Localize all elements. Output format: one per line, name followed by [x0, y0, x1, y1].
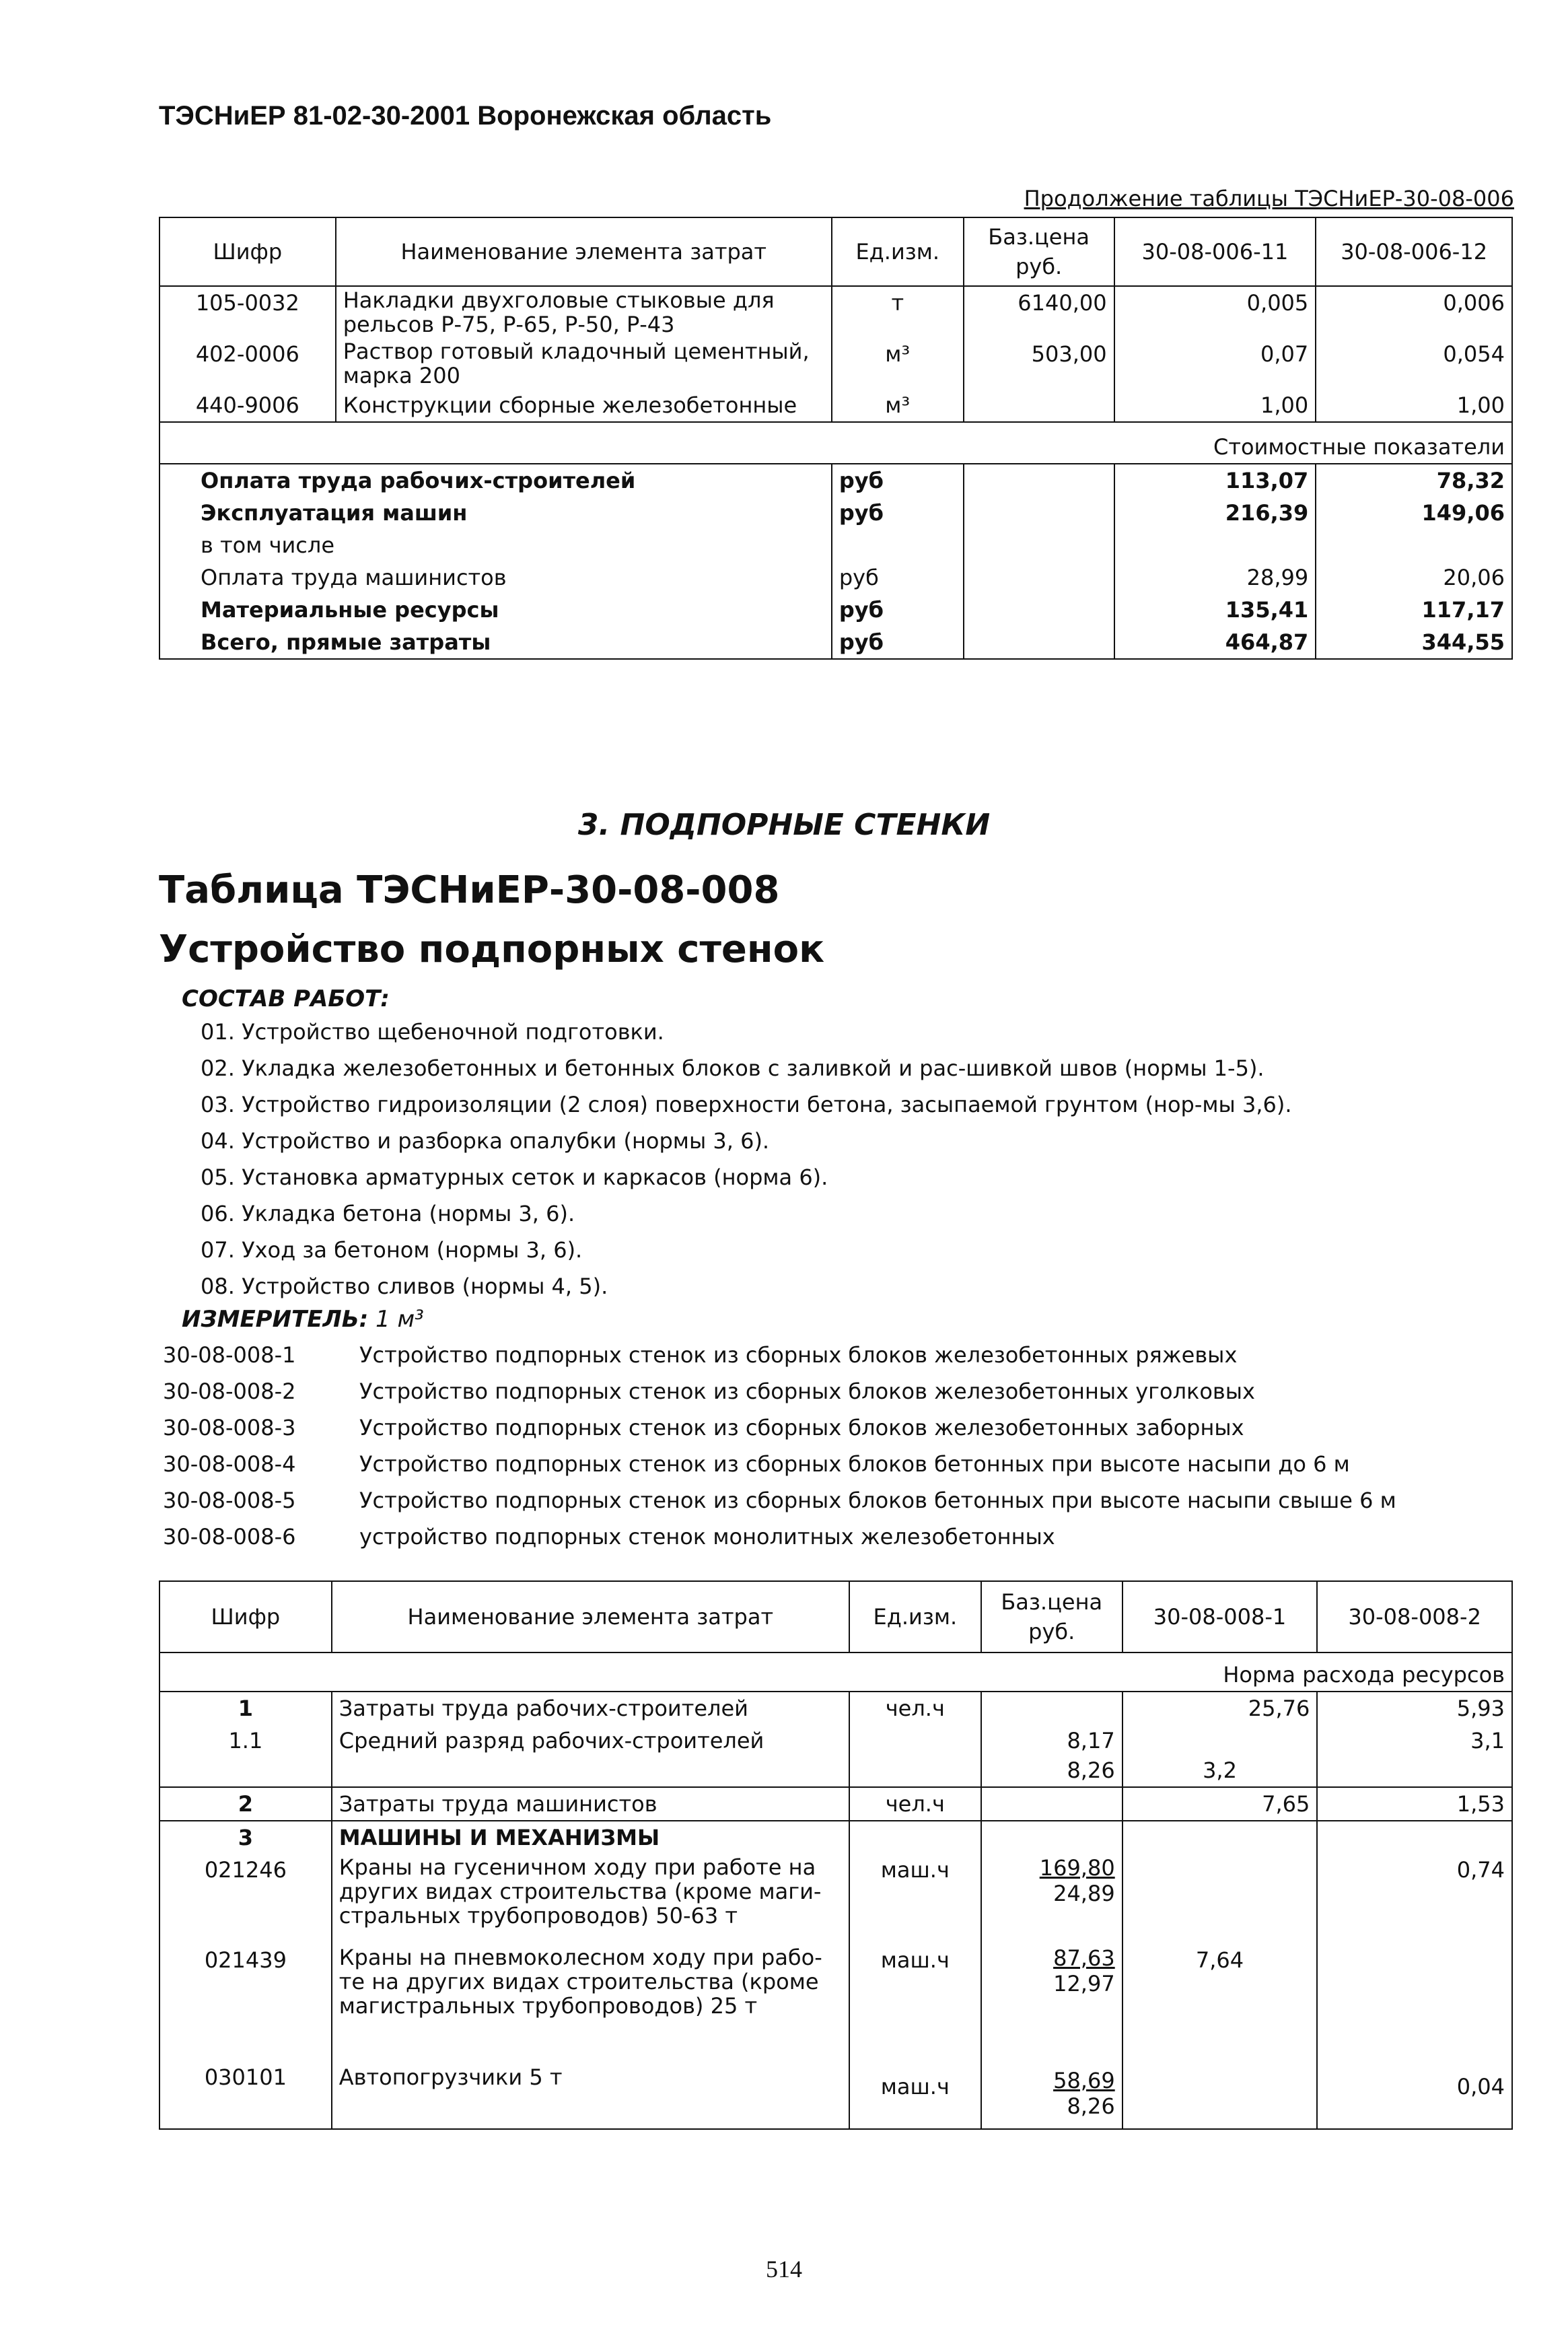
- row-norm-1: 25,76: [1122, 1692, 1318, 1725]
- row-norm-11: 0,005: [1114, 286, 1316, 338]
- row-name: Краны на пневмоколесном ходу при рабо-те на других видах строительства (кроме магистральных трубопроводов) 25 т: [332, 1944, 849, 2061]
- norm-code: 30-08-008-5: [163, 1488, 296, 1513]
- row-norm-1: 7,65: [1122, 1787, 1318, 1821]
- row-norm-2: 5,93: [1317, 1692, 1512, 1725]
- cost-value-12: 149,06: [1316, 497, 1512, 529]
- row-unit: [849, 1725, 981, 1787]
- row-code: 021439: [204, 1947, 287, 1973]
- row-unit: м³: [832, 389, 964, 422]
- work-item: 04. Устройство и разборка опалубки (нормы 3, 6).: [201, 1128, 770, 1154]
- cost-value-11: [1114, 529, 1316, 561]
- row-norm-2: 3,1: [1317, 1725, 1512, 1787]
- row-norm-2: [1317, 1944, 1512, 2061]
- cost-row: [159, 497, 1512, 529]
- norm-description: Устройство подпорных стенок из сборных блоков железобетонных заборных: [359, 1415, 1244, 1440]
- work-item: 07. Уход за бетоном (нормы 3, 6).: [201, 1237, 583, 1263]
- table-row: [159, 389, 1512, 422]
- table-title: Таблица ТЭСНиЕР-30-08-008: [159, 868, 780, 912]
- row-norm-12: 0,006: [1316, 286, 1512, 338]
- col-header-name: Наименование элемента затрат: [336, 217, 832, 286]
- table-subtitle: Устройство подпорных стенок: [159, 928, 825, 971]
- price-value-a: 58,69: [1053, 2068, 1115, 2093]
- cost-unit: руб: [832, 464, 964, 497]
- cost-name: Оплата труда машинистов: [201, 565, 507, 590]
- row-name: МАШИНЫ И МЕХАНИЗМЫ: [332, 1821, 849, 1854]
- table-row: [159, 1821, 1512, 1854]
- row-norm-12: 0,054: [1316, 338, 1512, 389]
- row-unit: маш.ч: [849, 1854, 981, 1944]
- cost-value-11: 464,87: [1114, 626, 1316, 659]
- row-price: [981, 2061, 1122, 2129]
- row-code: 440-9006: [195, 392, 299, 418]
- norm-code-row: [163, 1488, 1396, 1513]
- cost-unit: руб: [832, 626, 964, 659]
- section-title: 3. ПОДПОРНЫЕ СТЕНКИ: [577, 808, 991, 842]
- table-row: [159, 1725, 1512, 1787]
- norm-consumption-header: Норма расхода ресурсов: [1223, 1662, 1505, 1688]
- row-unit: чел.ч: [849, 1787, 981, 1821]
- norm-code: 30-08-008-4: [163, 1451, 296, 1477]
- cost-price: [964, 561, 1114, 594]
- col-header-unit: Ед.изм.: [849, 1581, 981, 1652]
- row-norm-1: [1122, 1854, 1318, 1944]
- row-code: 3: [238, 1825, 254, 1850]
- norm-description: Устройство подпорных стенок из сборных блоков бетонных при высоте насыпи свыше 6 м: [359, 1488, 1396, 1513]
- table-header-row: [159, 217, 1512, 286]
- row-unit: [849, 1821, 981, 1854]
- price-value-a: 8,17: [1067, 1728, 1115, 1753]
- row-name: Автопогрузчики 5 т: [332, 2061, 849, 2129]
- cost-row: [159, 529, 1512, 561]
- col-header-norm-1: 30-08-008-1: [1122, 1581, 1318, 1652]
- row-code: 2: [238, 1791, 254, 1817]
- row-code: 021246: [204, 1857, 287, 1883]
- cost-unit: руб: [832, 497, 964, 529]
- cost-value-12: 78,32: [1316, 464, 1512, 497]
- row-norm-2: [1317, 1821, 1512, 1854]
- cost-price: [964, 529, 1114, 561]
- cost-indicators-header: Стоимостные показатели: [1213, 434, 1505, 460]
- norm-code-row: [163, 1379, 1255, 1404]
- meter-label: ИЗМЕРИТЕЛЬ:: [182, 1306, 369, 1333]
- row-norm-1: 7,64: [1122, 1944, 1318, 2061]
- work-item: 01. Устройство щебеночной подготовки.: [201, 1019, 664, 1045]
- row-norm-1: [1122, 1821, 1318, 1854]
- work-item: 02. Укладка железобетонных и бетонных блоков с заливкой и рас-шивкой швов (нормы 1-5).: [201, 1055, 1264, 1081]
- table-row: [159, 1787, 1512, 1821]
- row-price: 6140,00: [964, 286, 1114, 338]
- table-continuation-caption: Продолжение таблицы ТЭСНиЕР-30-08-006: [1024, 186, 1514, 211]
- document-header: ТЭСНиЕР 81-02-30-2001 Воронежская область: [159, 101, 772, 131]
- cost-value-12: 344,55: [1316, 626, 1512, 659]
- row-name: Раствор готовый кладочный цементный, марка 200: [336, 338, 832, 389]
- row-name: Затраты труда машинистов: [332, 1787, 849, 1821]
- price-value-a: 87,63: [1053, 1945, 1115, 1971]
- cost-name: Всего, прямые затраты: [201, 629, 491, 655]
- cost-value-11: 113,07: [1114, 464, 1316, 497]
- work-item: 08. Устройство сливов (нормы 4, 5).: [201, 1274, 608, 1299]
- row-code: 1: [238, 1696, 254, 1721]
- cost-value-11: 135,41: [1114, 594, 1316, 626]
- norm-code: 30-08-008-1: [163, 1342, 296, 1368]
- norm-description: Устройство подпорных стенок из сборных блоков железобетонных ряжевых: [359, 1342, 1238, 1368]
- row-price: [981, 1944, 1122, 2061]
- row-code: 402-0006: [195, 341, 299, 367]
- row-unit: т: [832, 286, 964, 338]
- cost-unit: руб: [832, 561, 964, 594]
- row-norm-12: 1,00: [1316, 389, 1512, 422]
- cost-row: [159, 561, 1512, 594]
- meter-value: 1 м³: [376, 1306, 424, 1333]
- cost-price: [964, 626, 1114, 659]
- table-row: [159, 1854, 1512, 1944]
- row-norm-1: 3,2: [1122, 1725, 1318, 1787]
- cost-header-row: [159, 422, 1512, 464]
- norm-description: Устройство подпорных стенок из сборных блоков железобетонных уголковых: [359, 1379, 1255, 1404]
- row-name: Затраты труда рабочих-строителей: [332, 1692, 849, 1725]
- row-norm-2: 0,74: [1317, 1854, 1512, 1944]
- price-value-b: 24,89: [1053, 1881, 1115, 1906]
- work-item: 03. Устройство гидроизоляции (2 слоя) поверхности бетона, засыпаемой грунтом (нор-мы 3,6).: [201, 1092, 1292, 1117]
- norm-code-row: [163, 1415, 1244, 1440]
- cost-value-12: 20,06: [1316, 561, 1512, 594]
- norm-description: устройство подпорных стенок монолитных железобетонных: [359, 1524, 1055, 1550]
- row-code: 105-0032: [195, 290, 299, 316]
- cost-value-12: [1316, 529, 1512, 561]
- norm-code: 30-08-008-3: [163, 1415, 296, 1440]
- cost-row: [159, 464, 1512, 497]
- cost-price: [964, 464, 1114, 497]
- cost-row: [159, 626, 1512, 659]
- row-price: [981, 1854, 1122, 1944]
- row-norm-1: [1122, 2061, 1318, 2129]
- price-value-b: 12,97: [1053, 1971, 1115, 1996]
- row-unit: маш.ч: [849, 2061, 981, 2129]
- norm-description: Устройство подпорных стенок из сборных блоков бетонных при высоте насыпи до 6 м: [359, 1451, 1350, 1477]
- row-price: [964, 389, 1114, 422]
- page-number: 514: [766, 2256, 802, 2283]
- row-price: [981, 1725, 1122, 1787]
- row-price: [981, 1821, 1122, 1854]
- row-norm-11: 1,00: [1114, 389, 1316, 422]
- table-row: [159, 1692, 1512, 1725]
- norm-code-row: [163, 1451, 1350, 1477]
- row-code: 1.1: [228, 1728, 263, 1753]
- row-name: Средний разряд рабочих-строителей: [332, 1725, 849, 1787]
- cost-row: [159, 594, 1512, 626]
- table-row: [159, 2061, 1512, 2129]
- table-row: [159, 338, 1512, 389]
- work-item: 06. Укладка бетона (нормы 3, 6).: [201, 1201, 575, 1226]
- cost-price: [964, 594, 1114, 626]
- cost-name: Оплата труда рабочих-строителей: [201, 468, 636, 493]
- cost-name: в том числе: [201, 532, 334, 558]
- cost-unit: [832, 529, 964, 561]
- row-norm-2: 0,04: [1317, 2061, 1512, 2129]
- cost-price: [964, 497, 1114, 529]
- price-value-b: 8,26: [1067, 1758, 1115, 1783]
- row-norm-11: 0,07: [1114, 338, 1316, 389]
- work-item: 05. Установка арматурных сеток и каркасов (норма 6).: [201, 1164, 828, 1190]
- table-row: [159, 286, 1512, 338]
- col-header-norm-11: 30-08-006-11: [1114, 217, 1316, 286]
- price-value-a: 169,80: [1039, 1855, 1115, 1881]
- row-unit: маш.ч: [849, 1944, 981, 2061]
- col-header-price: Баз.цена руб.: [964, 217, 1114, 286]
- table-row: [159, 1944, 1512, 2061]
- norm-code: 30-08-008-2: [163, 1379, 296, 1404]
- table-header-row: [159, 1581, 1512, 1652]
- col-header-code: Шифр: [213, 239, 283, 265]
- row-code: 030101: [204, 2064, 287, 2090]
- row-name: Накладки двухголовые стыковые для рельсов Р-75, Р-65, Р-50, Р-43: [336, 286, 832, 338]
- norm-code-row: [163, 1524, 1055, 1550]
- works-heading: СОСТАВ РАБОТ:: [182, 985, 390, 1012]
- col-header-norm-12: 30-08-006-12: [1316, 217, 1512, 286]
- norm-code-row: [163, 1342, 1237, 1368]
- meter-line: [182, 1306, 424, 1333]
- cost-name: Материальные ресурсы: [201, 597, 499, 623]
- row-price: [981, 1692, 1122, 1725]
- cost-value-11: 28,99: [1114, 561, 1316, 594]
- cost-value-12: 117,17: [1316, 594, 1512, 626]
- price-value-b: 8,26: [1067, 2093, 1115, 2119]
- norm-header-row: [159, 1652, 1512, 1692]
- row-price: 503,00: [964, 338, 1114, 389]
- cost-unit: руб: [832, 594, 964, 626]
- row-unit: м³: [832, 338, 964, 389]
- row-price: [981, 1787, 1122, 1821]
- col-header-price: Баз.цена руб.: [981, 1581, 1122, 1652]
- col-header-unit: Ед.изм.: [832, 217, 964, 286]
- resource-table-30-08-008: [159, 1580, 1513, 2130]
- norm-code: 30-08-008-6: [163, 1524, 296, 1550]
- col-header-norm-2: 30-08-008-2: [1317, 1581, 1512, 1652]
- col-header-name: Наименование элемента затрат: [332, 1581, 849, 1652]
- row-unit: чел.ч: [849, 1692, 981, 1725]
- cost-value-11: 216,39: [1114, 497, 1316, 529]
- col-header-code: Шифр: [211, 1604, 281, 1630]
- row-norm-2: 1,53: [1317, 1787, 1512, 1821]
- row-name: Конструкции сборные железобетонные: [336, 389, 832, 422]
- cost-name: Эксплуатация машин: [201, 500, 468, 526]
- row-name: Краны на гусеничном ходу при работе на других видах строительства (кроме маги-стральных трубопроводов) 50-63 т: [332, 1854, 849, 1944]
- resource-table-30-08-006: [159, 217, 1513, 660]
